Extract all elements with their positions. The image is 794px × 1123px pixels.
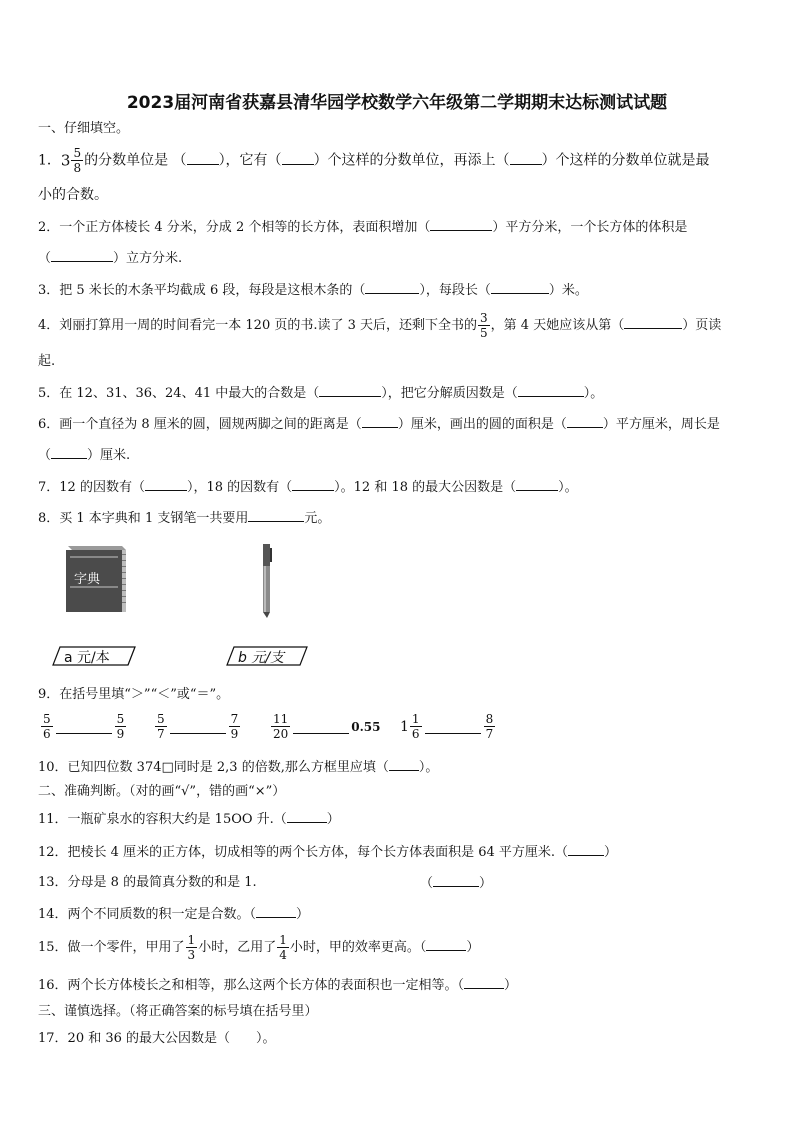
q16-blank[interactable] (464, 976, 504, 989)
q6-blank-2[interactable] (567, 415, 603, 428)
q11-text-a: 11．一瓶矿泉水的容积大约是 15OO 升.（ (38, 812, 287, 827)
dictionary-price: a 元/本 (64, 650, 110, 666)
q2-text-a: 2．一个正方体棱长 4 分米，分成 2 个相等的长方体，表面积增加（ (38, 220, 431, 235)
q11-blank[interactable] (287, 810, 327, 823)
q1-line-2: 小的合数。 (38, 187, 108, 203)
question-7 (38, 478, 578, 497)
q2-blank-2[interactable] (51, 249, 113, 262)
q11-text-b: ） (326, 812, 340, 827)
q6-text-d: （ (38, 448, 52, 463)
q4-fraction (478, 311, 490, 340)
compare-item-3 (270, 712, 381, 741)
q2-blank-1[interactable] (430, 218, 492, 231)
q13-text-c: ） (479, 876, 493, 891)
q14-blank[interactable] (256, 905, 296, 918)
q10-blank[interactable] (389, 758, 419, 771)
q1-text-b: ），它有（ (218, 152, 282, 169)
q2-text-c: （ (38, 251, 52, 266)
q5-blank-1[interactable] (319, 384, 381, 397)
question-6 (38, 415, 720, 434)
compare-blank-1[interactable] (56, 719, 112, 734)
cmp1-left-den: 6 (43, 727, 51, 741)
q1-text-a: 的分数单位是 （ (84, 152, 187, 169)
q3-blank-2[interactable] (491, 281, 549, 294)
q3-text-b: ），每段长（ (419, 283, 491, 298)
q16-text-a: 16．两个长方体棱长之和相等，那么这两个长方体的表面积也一定相等。（ (38, 978, 465, 993)
q6-text-a: 6．画一个直径为 8 厘米的圆，圆规两脚之间的距离是（ (38, 417, 362, 432)
q7-blank-2[interactable] (292, 478, 334, 491)
q15-text-d: ） (466, 940, 480, 955)
q15-frac2-den: 4 (279, 948, 287, 962)
q5-text-b: ），把它分解质因数是（ (381, 386, 518, 401)
q12-text-b: ） (604, 845, 618, 860)
question-4 (38, 310, 721, 342)
compare-item-2 (154, 712, 241, 741)
q14-text-b: ） (296, 907, 310, 922)
q3-text-c: ）米。 (548, 283, 588, 298)
q1-blank-1[interactable] (187, 152, 219, 165)
q4-text-b: ，第 4 天她应该从第（ (490, 318, 625, 333)
q6-blank-1[interactable] (362, 415, 398, 428)
q5-text-c: ）。 (583, 386, 604, 401)
cmp3-left-num: 11 (273, 712, 289, 726)
q15-frac1-num: 1 (187, 933, 196, 947)
q10-text-a: 10．已知四位数 374□同时是 2,3 的倍数,那么方框里应填（ (38, 760, 389, 775)
q4-line-2: 起. (38, 354, 56, 369)
question-13: 13．分母是 8 的最简真分数的和是 1. (38, 875, 257, 890)
cmp4-left-den: 6 (411, 727, 420, 741)
page-title: 2023届河南省获嘉县清华园学校数学六年级第二学期期末达标测试试题 (126, 93, 668, 113)
cmp3-right-value: 0.55 (351, 719, 381, 734)
pen-price-tag (226, 646, 308, 666)
compare-blank-4[interactable] (425, 719, 481, 734)
q15-frac2-num: 1 (279, 933, 287, 947)
question-15 (38, 932, 479, 964)
q16-text-b: ） (504, 978, 518, 993)
q1-text-c: ）个这样的分数单位，再添上（ (313, 152, 510, 169)
q8-text-a: 8．买 1 本字典和 1 支钢笔一共要用 (38, 511, 249, 526)
q6-blank-3[interactable] (51, 446, 87, 459)
q15-text-b: 小时，乙用了 (198, 940, 277, 955)
q3-text-a: 3．把 5 米长的木条平均截成 6 段，每段是这根木条的（ (38, 283, 366, 298)
cmp1-right-num: 5 (116, 712, 125, 726)
q15-blank[interactable] (426, 938, 466, 951)
q8-text-b: 元。 (304, 511, 331, 526)
q14-text-a: 14．两个不同质数的积一定是合数。（ (38, 907, 257, 922)
q1-fraction (71, 146, 83, 175)
q6-text-b: ）厘米，画出的圆的面积是（ (397, 417, 567, 432)
q6-text-c: ）平方厘米，周长是 (602, 417, 720, 432)
cmp1-left-num: 5 (43, 712, 51, 726)
q4-numerator: 3 (480, 311, 488, 325)
q12-text-a: 12．把棱长 4 厘米的正方体，切成相等的两个长方体，每个长方体表面积是 64 平方厘米.（ (38, 845, 569, 860)
q4-text-a: 4．刘丽打算用一周的时间看完一本 120 页的书.读了 3 天后，还剩下全书的 (38, 318, 478, 333)
cmp4-left-whole: 1 (400, 718, 409, 735)
cmp4-right-den: 7 (485, 727, 494, 741)
q7-blank-3[interactable] (516, 478, 558, 491)
question-3 (38, 281, 588, 300)
question-8 (38, 509, 330, 528)
question-17: 17．20 和 36 的最大公因数是（ ）。 (38, 1031, 276, 1046)
question-2 (38, 218, 687, 237)
q1-blank-3[interactable] (510, 152, 542, 165)
pen-price: b 元/支 (238, 650, 285, 666)
q2-text-b: ）平方分米，一个长方体的体积是 (492, 220, 688, 235)
compare-blank-2[interactable] (170, 719, 226, 734)
question-14 (38, 905, 309, 924)
section-judge: 二、准确判断。（对的画“√”，错的画“×”） (38, 784, 286, 799)
q1-whole: 3 (60, 151, 71, 170)
q1-blank-2[interactable] (282, 152, 314, 165)
question-5 (38, 384, 603, 403)
q10-text-b: ）。 (418, 760, 439, 775)
q7-text-a: 7．12 的因数有（ (38, 480, 145, 495)
cmp2-left-den: 7 (157, 727, 165, 741)
q7-text-c: ）。12 和 18 的最大公因数是（ (334, 480, 517, 495)
pen-image (258, 544, 278, 618)
q7-text-b: ），18 的因数有（ (186, 480, 293, 495)
q7-blank-1[interactable] (145, 478, 187, 491)
q4-text-c: ）页读 (682, 318, 722, 333)
question-1 (38, 146, 710, 175)
q15-frac1-den: 3 (187, 948, 196, 962)
q5-text-a: 5．在 12、31、36、24、41 中最大的合数是（ (38, 386, 320, 401)
q13-blank[interactable] (433, 874, 479, 887)
cmp4-right-num: 8 (485, 712, 494, 726)
q5-blank-2[interactable] (518, 384, 584, 397)
question-12 (38, 843, 617, 862)
cmp3-left-den: 20 (273, 727, 289, 741)
question-10 (38, 758, 438, 777)
q13-answer (420, 874, 492, 893)
q1-numerator: 5 (73, 146, 82, 160)
q3-blank-1[interactable] (365, 281, 419, 294)
q8-blank[interactable] (248, 509, 304, 522)
compare-item-1 (40, 712, 127, 741)
q6-text-e: ）厘米. (87, 448, 131, 463)
question-16 (38, 976, 517, 995)
dictionary-label: 字典 (74, 572, 101, 587)
q4-blank[interactable] (624, 316, 682, 329)
cmp1-right-den: 9 (116, 727, 125, 741)
question-9: 9．在括号里填“＞”“＜”或“＝”。 (38, 687, 230, 702)
cmp2-right-den: 9 (230, 727, 239, 741)
q15-text-c: 小时，甲的效率更高。（ (289, 940, 427, 955)
q4-denominator: 5 (480, 326, 488, 340)
q13-text-b: （ (420, 876, 434, 891)
dictionary-image (66, 546, 128, 612)
q1-text-d: ）个这样的分数单位就是最 (541, 152, 710, 169)
section-choice: 三、谨慎选择。（将正确答案的标号填在括号里） (38, 1004, 318, 1019)
compare-blank-3[interactable] (293, 719, 349, 734)
q6-line-2 (38, 446, 130, 465)
q1-number: 1． (38, 152, 61, 169)
compare-item-4 (400, 712, 496, 741)
cmp2-right-num: 7 (230, 712, 239, 726)
cmp4-left-num: 1 (411, 712, 420, 726)
cmp2-left-num: 5 (157, 712, 165, 726)
question-11 (38, 810, 340, 829)
q2-line-2 (38, 249, 182, 268)
q12-blank[interactable] (568, 843, 604, 856)
q15-text-a: 15．做一个零件，甲用了 (38, 940, 185, 955)
q7-text-d: ）。 (558, 480, 578, 495)
q2-text-d: ）立方分米. (113, 251, 183, 266)
section-fill-in: 一、仔细填空。 (38, 121, 130, 136)
dictionary-price-tag (52, 646, 136, 666)
q1-denominator: 8 (73, 161, 82, 175)
